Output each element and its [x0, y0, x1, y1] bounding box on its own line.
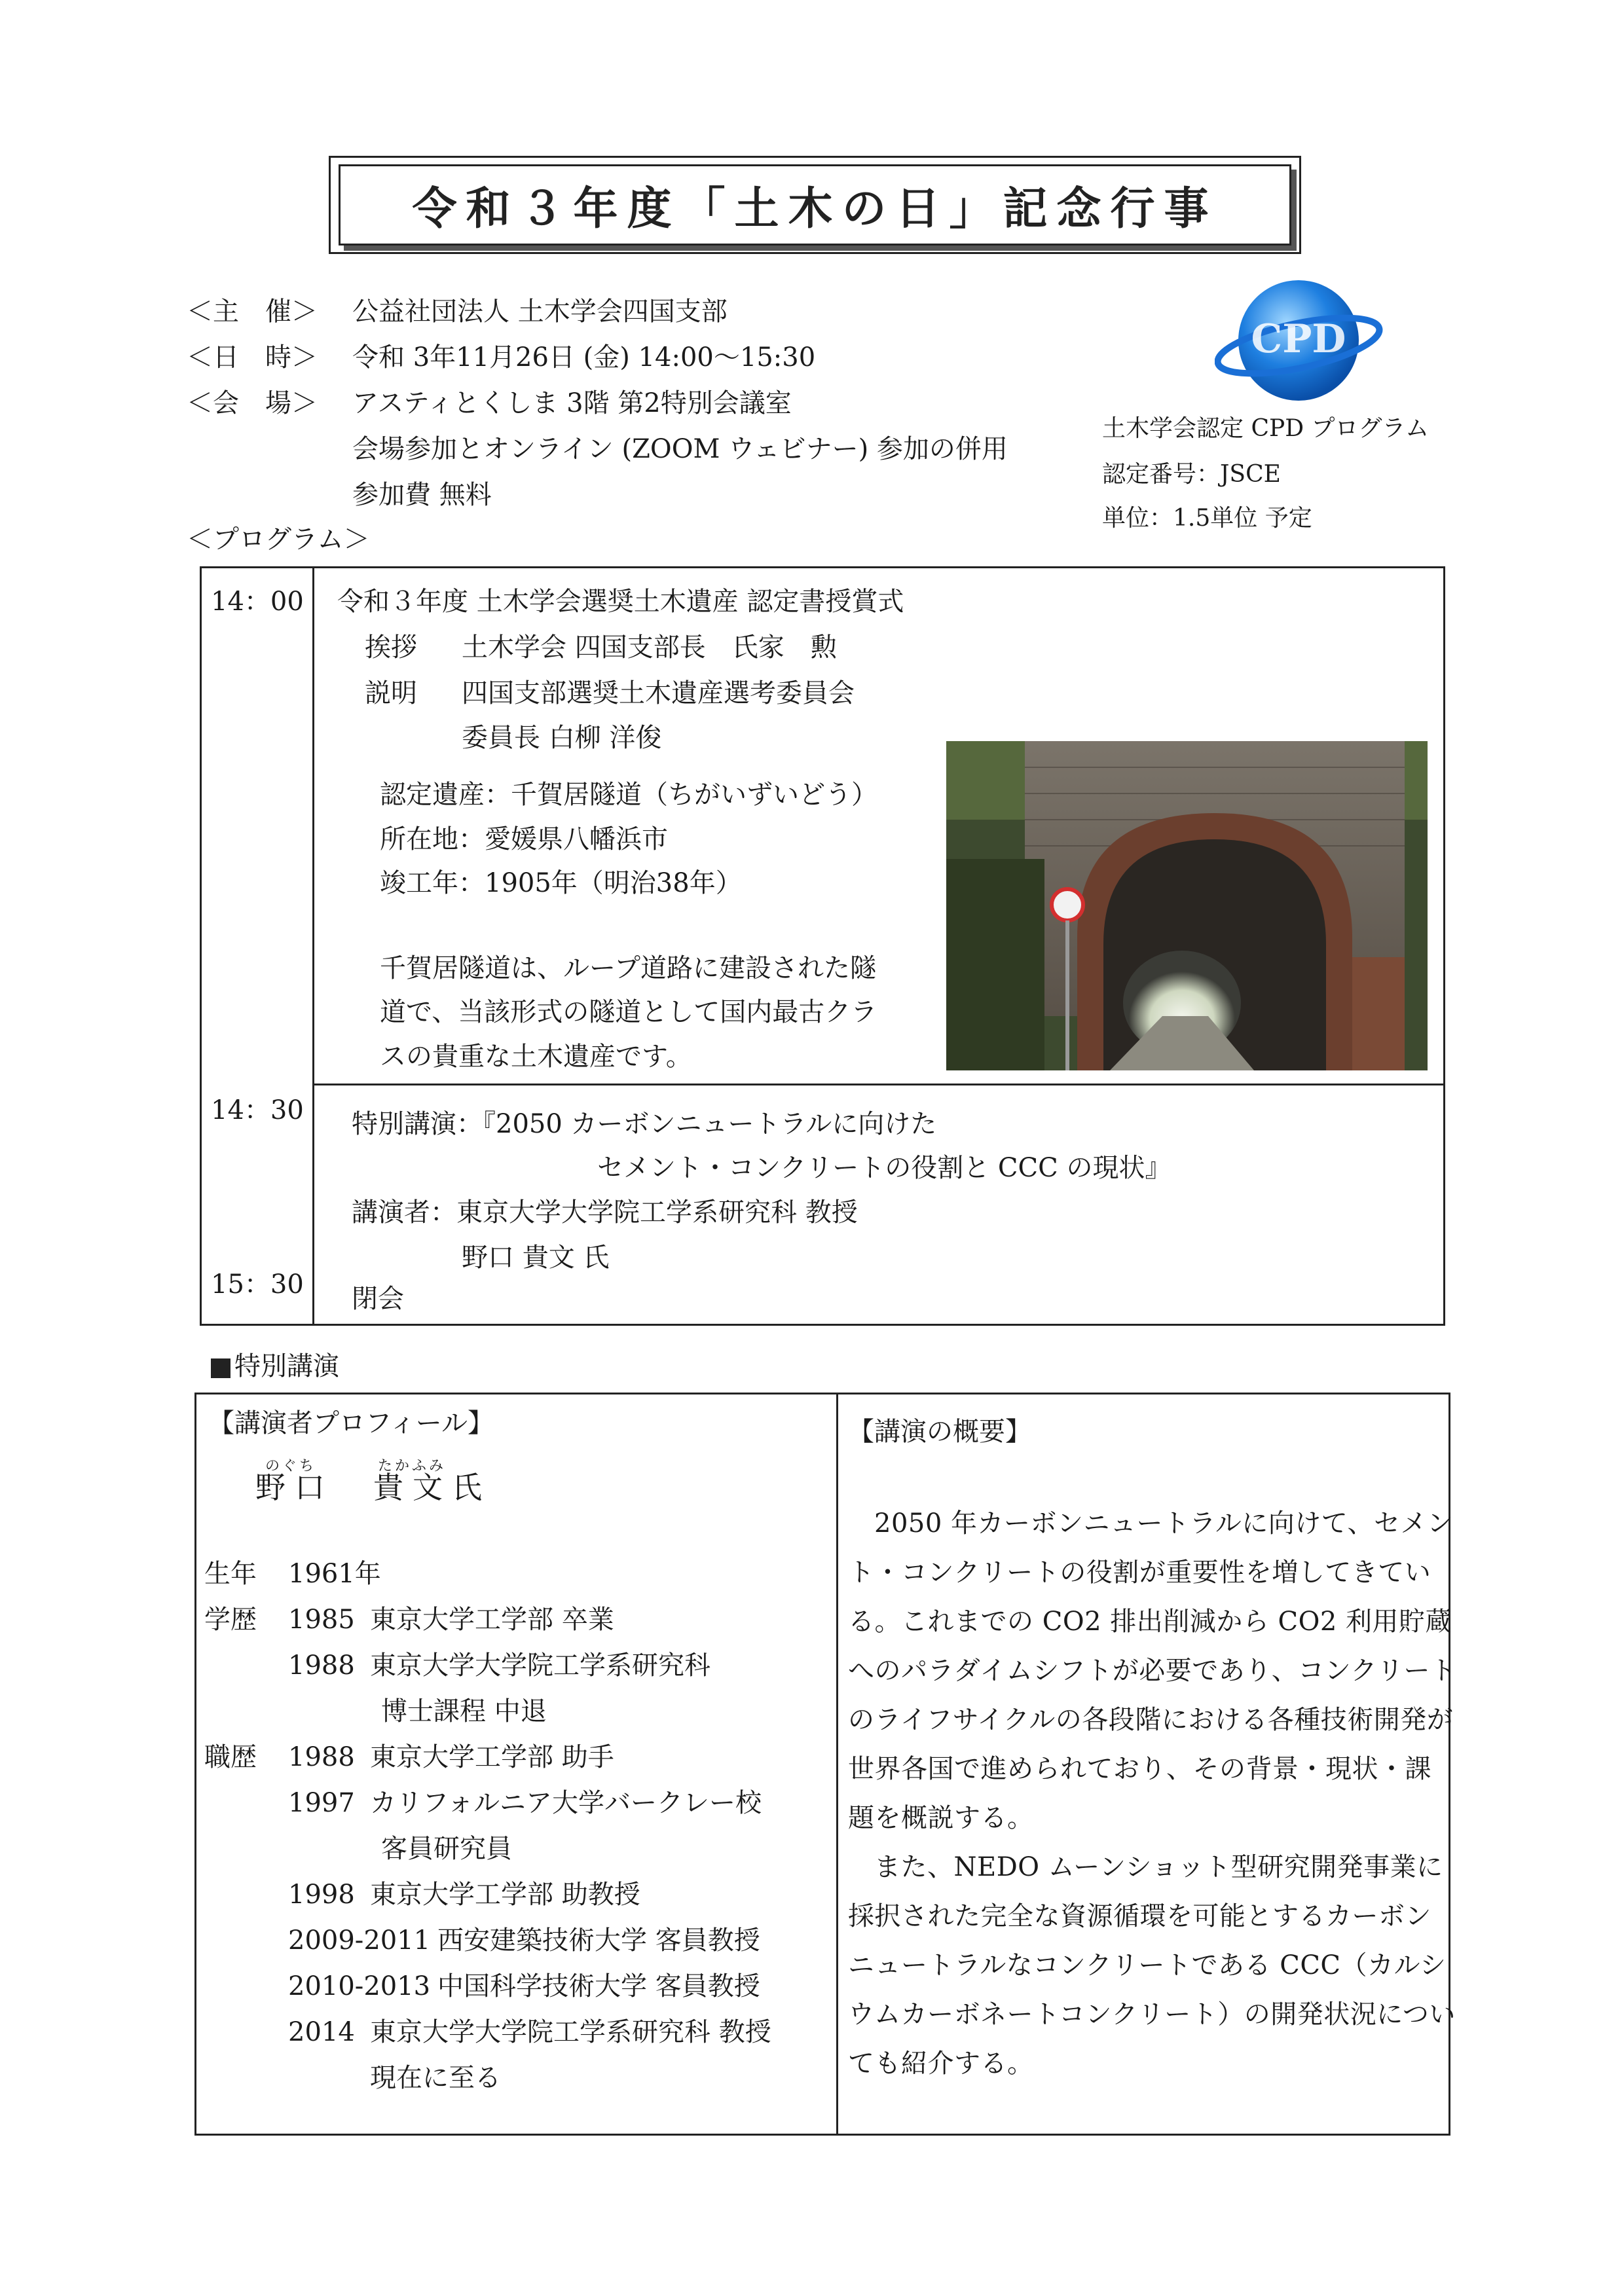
career-text: 東京大学大学院工学系研究科 教授 — [370, 2017, 771, 2047]
title-frame — [329, 156, 1301, 254]
program-label: ＜プログラム＞ — [187, 524, 370, 555]
organizer-label: ＜主 催＞ — [187, 297, 318, 327]
closing: 閉会 — [352, 1284, 404, 1314]
born-year: 1961年 — [288, 1559, 381, 1589]
greeting: 土木学会 四国支部長 氏家 勲 — [462, 632, 837, 663]
summary-paragraph-2: また、NEDO ムーンショット型研究開発事業に採択された完全な資源循環を可能とするカーボンニュートラルなコンクリートである CCC（カルシウムカーボネートコンクリート）の開発状況についても紹介する。 — [848, 1852, 1456, 2079]
career-year: 1988 — [288, 1742, 355, 1772]
page-title: 令和３年度「土木の日」記念行事 — [412, 183, 1218, 235]
heritage-desc-3: スの貴重な土木遺産です。 — [380, 1042, 692, 1072]
special-heading-text: 特別講演 — [234, 1351, 339, 1381]
career-year: 1998 — [288, 1880, 355, 1910]
program-row-divider — [312, 1084, 1445, 1085]
datetime-label: ＜日 時＞ — [187, 342, 318, 373]
career-text: 東京大学工学部 助教授 — [370, 1880, 640, 1910]
datetime: 令和 3年11月26日 (金) 14:00～15:30 — [352, 342, 816, 373]
born-label: 生年 — [204, 1559, 257, 1589]
career-year: 2010-2013 — [288, 1971, 431, 2001]
heritage-completed: 竣工年：1905年（明治38年） — [380, 868, 742, 898]
cpd-program: 土木学会認定 CPD プログラム — [1102, 415, 1430, 442]
tunnel-photo — [946, 741, 1428, 1070]
venue-label: ＜会 場＞ — [187, 388, 318, 418]
lecture-title-1: 特別講演：『2050 カーボンニュートラルに向けた — [352, 1109, 937, 1139]
program-time-2: 14：30 — [211, 1095, 304, 1125]
heritage-desc-2: 道で、当該形式の隧道として国内最古クラ — [380, 997, 877, 1027]
explain-label: 説明 — [365, 678, 417, 708]
lecturer-2: 野口 貴文 氏 — [462, 1243, 610, 1273]
career-text: 西安建築技術大学 客員教授 — [437, 1925, 760, 1956]
venue: アスティとくしま 3階 第2特別会議室 — [352, 388, 792, 418]
edu-text-continued: 博士課程 中退 — [381, 1696, 547, 1726]
explain-2: 委員長 白柳 洋俊 — [462, 723, 662, 753]
greeting-label: 挨拶 — [365, 632, 417, 663]
edu-year: 1985 — [288, 1605, 355, 1635]
heritage-name: 認定遺産：千賀居隧道（ちがいずいどう） — [380, 780, 877, 810]
career-text: 東京大学工学部 助手 — [370, 1742, 614, 1772]
summary-paragraph-1: 2050 年カーボンニュートラルに向けて、セメント・コンクリートの役割が重要性を増してきている。これまでの CO2 排出削減から CO2 利用貯蔵へのパラダイムシフトが必要であり、コンクリートのライフサイクルの各段階における各種技術開発が世界各国で進められており、その背景・現状・課題を概説する。 — [848, 1508, 1457, 1833]
lecture-title-2: セメント・コンクリートの役割と CCC の現状』 — [597, 1153, 1172, 1183]
summary-heading: 【講演の概要】 — [848, 1417, 1031, 1447]
program-column-divider — [312, 566, 314, 1326]
title-inner-frame — [339, 164, 1291, 246]
career-text-continued: 現在に至る — [370, 2063, 501, 2093]
career-text: 中国科学技術大学 客員教授 — [437, 1971, 760, 2001]
career-text: カリフォルニア大学バークレー校 — [370, 1788, 762, 1818]
education-label: 学歴 — [204, 1605, 257, 1635]
edu-text: 東京大学大学院工学系研究科 — [370, 1650, 710, 1681]
profile-heading: 【講演者プロフィール】 — [208, 1408, 494, 1438]
organizer: 公益社団法人 土木学会四国支部 — [352, 297, 728, 327]
cpd-units: 単位：1.5単位 予定 — [1102, 505, 1312, 532]
explain-1: 四国支部選奨土木遺産選考委員会 — [462, 678, 855, 708]
name-ruby-1: のぐち — [265, 1458, 317, 1474]
heritage-location: 所在地：愛媛県八幡浜市 — [380, 824, 668, 854]
program-time-3: 15：30 — [211, 1269, 304, 1300]
career-year: 1997 — [288, 1788, 355, 1818]
cpd-logo — [1215, 275, 1385, 406]
fee: 参加費 無料 — [352, 480, 492, 510]
lecture-column-divider — [836, 1393, 838, 2136]
square-bullet-icon — [211, 1358, 231, 1378]
career-label: 職歴 — [204, 1742, 257, 1772]
program-time-1: 14：00 — [211, 587, 304, 617]
cpd-logo-text: CPD — [1251, 316, 1346, 362]
heritage-desc-1: 千賀居隧道は、ループ道路に建設された隧 — [380, 953, 876, 983]
cpd-number: 認定番号：JSCE — [1102, 461, 1281, 488]
career-text-continued: 客員研究員 — [381, 1834, 512, 1864]
career-year: 2009-2011 — [288, 1925, 431, 1956]
special-heading — [211, 1351, 339, 1382]
edu-year: 1988 — [288, 1650, 355, 1681]
career-year: 2014 — [288, 2017, 355, 2047]
lecturer-name: 野口 貴文氏 — [255, 1470, 491, 1505]
lecturer-1: 講演者：東京大学大学院工学系研究科 教授 — [352, 1197, 858, 1228]
name-ruby-2: たかふみ — [378, 1458, 447, 1474]
ceremony-title: 令和３年度 土木学会選奨土木遺産 認定書授賞式 — [337, 587, 904, 617]
edu-text: 東京大学工学部 卒業 — [370, 1605, 614, 1635]
venue-note: 会場参加とオンライン (ZOOM ウェビナー) 参加の併用 — [352, 434, 1008, 464]
